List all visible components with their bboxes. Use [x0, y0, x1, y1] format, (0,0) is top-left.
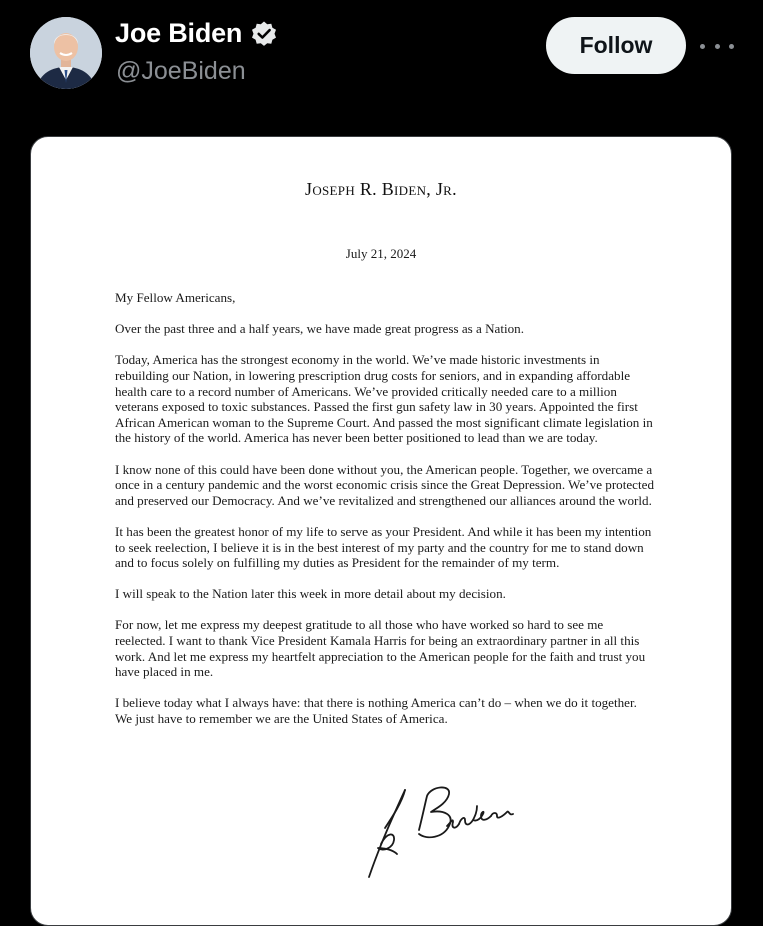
follow-button[interactable]: Follow: [546, 17, 686, 74]
letter-paragraph: I will speak to the Nation later this week in more detail about my decision.: [115, 586, 506, 602]
letter-paragraph: It has been the greatest honor of my life to serve as your President. And while it has been my intention to seek reelection, I believe it is in the best interest of my party and the country for me to stand down and to focus solely on fulfilling my duties as President for the remainder of my term.: [115, 523, 652, 571]
verified-badge-icon[interactable]: [250, 20, 278, 48]
profile-photo: [30, 17, 102, 89]
more-dot: [700, 44, 705, 49]
more-horizontal-icon[interactable]: [700, 36, 734, 56]
letter-paragraph: I believe today what I always have: that there is nothing America can’t do – when we do it together. We just have to remember we are the United States of America.: [115, 695, 637, 727]
letter-paragraph: For now, let me express my deepest gratitude to all those who have worked so hard to see me reelected. I want to thank Vice President Kamala Harris for being an extraordinary partner in all this work. And let me express my heartfelt appreciation to the American people for the faith and trust you have placed in me.: [115, 617, 646, 680]
letterhead: Joseph R. Biden, Jr.: [305, 179, 457, 199]
letter-date: July 21, 2024: [345, 246, 417, 261]
avatar[interactable]: [30, 17, 102, 89]
tweet-header: [0, 0, 763, 120]
salutation: My Fellow Americans,: [115, 290, 236, 305]
more-dot: [715, 44, 720, 49]
letter-paragraph: I know none of this could have been done without you, the American people. Together, we overcame a once in a century pandemic and the worst economic crisis since the Great Depression. We’ve protected and preserved our Democracy. And we’ve revitalized and strengthened our alliances around the world.: [115, 461, 654, 508]
letter-image[interactable]: [30, 136, 732, 926]
display-name[interactable]: Joe Biden: [115, 18, 243, 48]
letter-paragraph: Today, America has the strongest economy in the world. We’ve made historic investments in rebuilding our Nation, in lowering prescription drug costs for seniors, and in expanding affordable health care to a record number of Americans. We’ve provided critically needed care to a million veterans exposed to toxic substances. Passed the first gun safety law in 30 years. Appointed the first African American woman to the Supreme Court. And passed the most significant climate legislation in the history of the world. America has never been better positioned to lead than we are today.: [115, 352, 653, 446]
letter-body: [115, 290, 655, 742]
handle[interactable]: @JoeBiden: [116, 57, 246, 85]
letter-paragraph: Over the past three and a half years, we have made great progress as a Nation.: [115, 321, 525, 337]
signature-image: [347, 782, 527, 887]
name-row: [115, 18, 278, 49]
more-dot: [729, 44, 734, 49]
